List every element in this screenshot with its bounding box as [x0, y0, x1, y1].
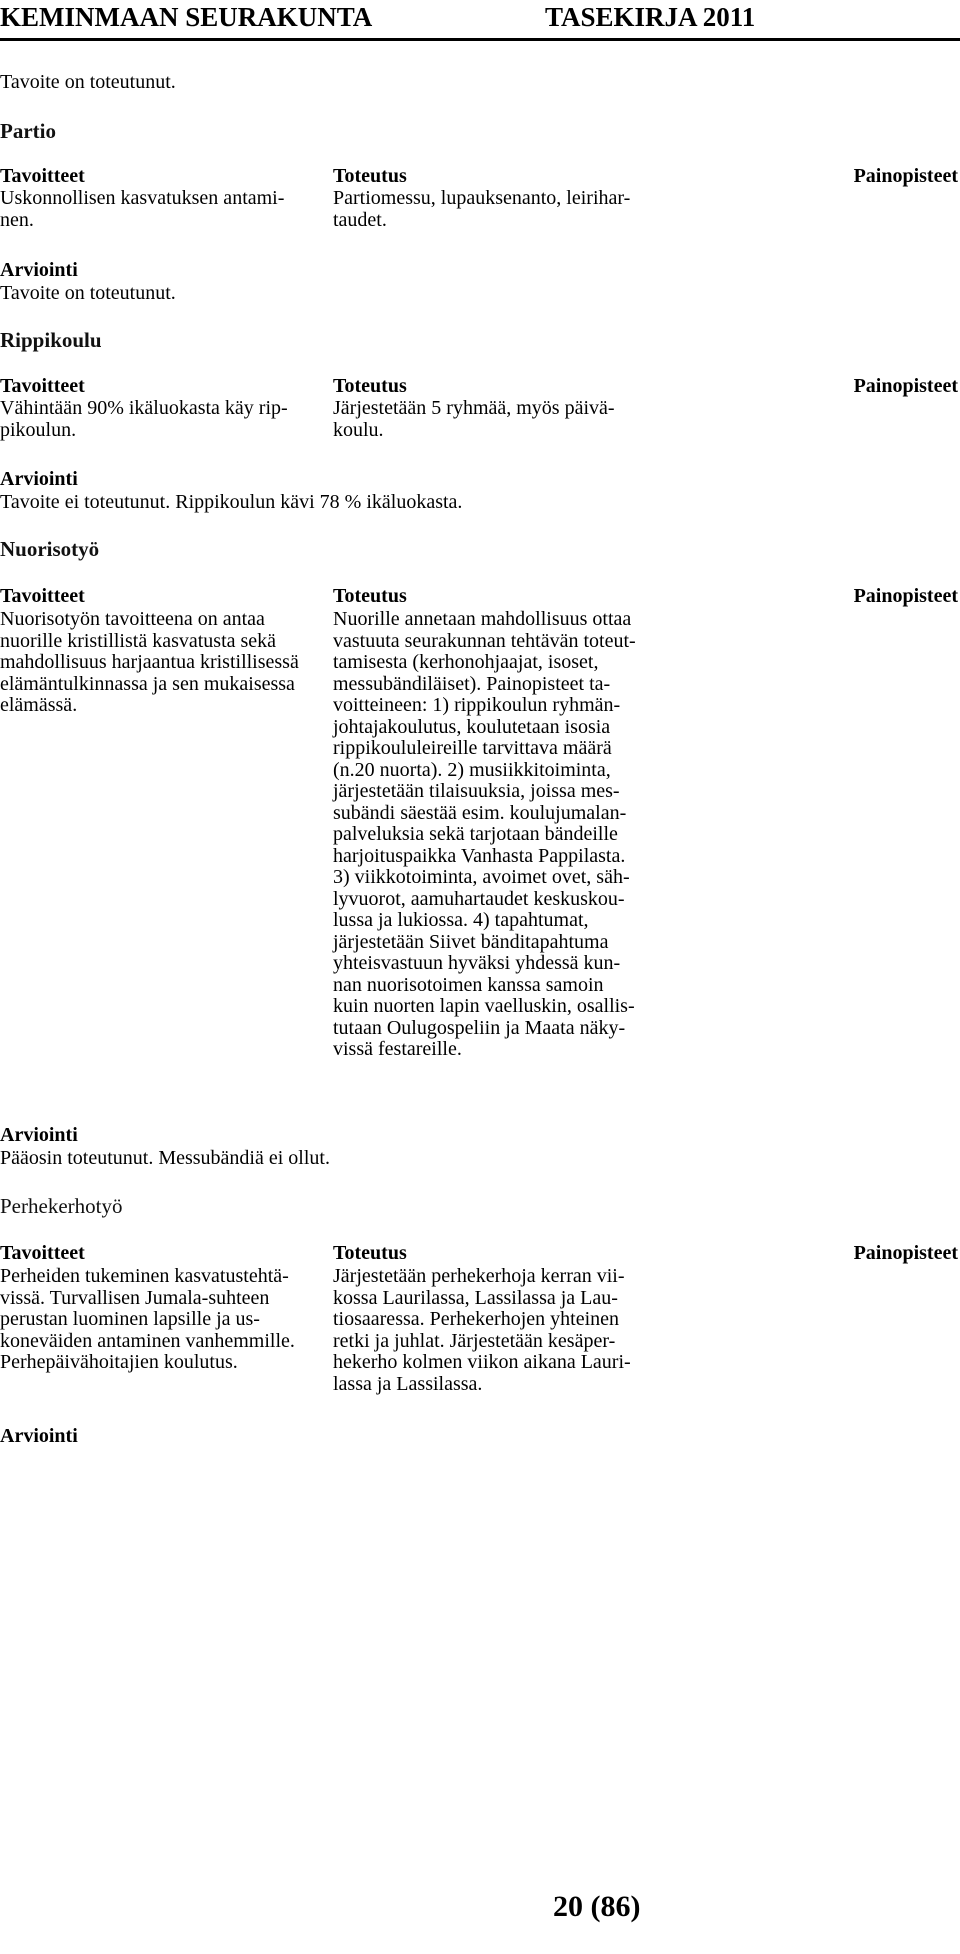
text-line: lyvuorot, aamuhartaudet keskuskou-: [333, 887, 625, 910]
section-title-rippikoulu: Rippikoulu: [0, 328, 102, 352]
partio-goals-heading: Tavoitteet: [0, 165, 85, 187]
text-line: Uskonnollisen kasvatuksen antami-: [0, 187, 285, 209]
rippikoulu-focus-heading: Painopisteet: [853, 375, 958, 397]
perhekerhotyo-goals-heading: Tavoitteet: [0, 1242, 85, 1264]
section-title-nuorisotyo: Nuorisotyö: [0, 537, 100, 561]
partio-implementation: [333, 188, 630, 231]
text-line: voitteineen: 1) rippikoulun ryhmän-: [333, 694, 621, 716]
text-line: pikoulun.: [0, 418, 77, 441]
text-line: johtajakoulutus, koulutetaan isosia: [333, 715, 611, 738]
text-line: yhteisvastuun hyväksi yhdessä kun-: [333, 952, 621, 974]
intro-evaluation: Tavoite on toteutunut.: [0, 71, 176, 93]
text-line: Vähintään 90% ikäluokasta käy rip-: [0, 397, 288, 419]
section-title-partio: Partio: [0, 119, 56, 143]
text-line: mahdollisuus harjaantua kristillisessä: [0, 651, 299, 673]
text-line: Nuorille annetaan mahdollisuus ottaa: [333, 608, 632, 630]
text-line: (n.20 nuorta). 2) musiikkitoiminta,: [333, 758, 611, 781]
partio-implementation-heading: Toteutus: [333, 165, 407, 187]
text-line: nuorille kristillistä kasvatusta sekä: [0, 629, 277, 652]
nuorisotyo-goals: [0, 609, 299, 717]
perhekerhotyo-implementation-heading: Toteutus: [333, 1242, 407, 1264]
text-line: Partiomessu, lupauksenanto, leirihar-: [333, 187, 631, 209]
text-line: nan nuorisotoimen kanssa samoin: [333, 973, 604, 996]
partio-evaluation: Tavoite on toteutunut.: [0, 282, 176, 304]
rippikoulu-evaluation-heading: Arviointi: [0, 468, 78, 490]
rippikoulu-evaluation: Tavoite ei toteutunut. Rippikoulun kävi 78 % ikäluokasta.: [0, 491, 463, 513]
text-line: Järjestetään 5 ryhmää, myös päivä-: [333, 397, 615, 419]
text-line: järjestetään tilaisuuksia, joissa mes-: [333, 780, 620, 802]
organization-name: KEMINMAAN SEURAKUNTA: [0, 2, 373, 32]
nuorisotyo-implementation: [333, 609, 636, 1061]
text-line: elämässä.: [0, 694, 78, 716]
text-line: retki ja juhlat. Järjestetään kesäper-: [333, 1329, 616, 1352]
text-line: koulu.: [333, 418, 384, 441]
text-line: subändi säestää esim. koulujumalan-: [333, 801, 627, 824]
text-line: Perhepäivähoitajien koulutus.: [0, 1351, 238, 1373]
text-line: 3) viikkotoiminta, avoimet ovet, säh-: [333, 866, 630, 888]
nuorisotyo-evaluation: Pääosin toteutunut. Messubändiä ei ollut.: [0, 1147, 330, 1169]
text-line: koneväiden antaminen vanhemmille.: [0, 1329, 295, 1352]
nuorisotyo-implementation-heading: Toteutus: [333, 585, 407, 607]
perhekerhotyo-focus-heading: Painopisteet: [853, 1242, 958, 1264]
text-line: vissä festareille.: [333, 1038, 462, 1060]
text-line: tamisesta (kerhonohjaajat, isoset,: [333, 651, 599, 673]
text-line: Nuorisotyön tavoitteena on antaa: [0, 608, 265, 630]
partio-evaluation-heading: Arviointi: [0, 259, 78, 281]
text-line: harjoituspaikka Vanhasta Pappilasta.: [333, 844, 626, 867]
nuorisotyo-evaluation-heading: Arviointi: [0, 1124, 78, 1146]
rippikoulu-goals-heading: Tavoitteet: [0, 375, 85, 397]
perhekerhotyo-evaluation-heading: Arviointi: [0, 1425, 78, 1447]
text-line: perustan luominen lapsille ja us-: [0, 1308, 260, 1330]
text-line: taudet.: [333, 208, 387, 231]
rippikoulu-implementation: [333, 398, 615, 441]
text-line: lussa ja lukiossa. 4) tapahtumat,: [333, 909, 589, 931]
perhekerhotyo-implementation: [333, 1266, 631, 1395]
nuorisotyo-goals-heading: Tavoitteet: [0, 585, 85, 607]
text-line: messubändiläiset). Painopisteet ta-: [333, 672, 611, 695]
text-line: hekerho kolmen viikon aikana Lauri-: [333, 1351, 631, 1373]
nuorisotyo-focus-heading: Painopisteet: [853, 585, 958, 607]
text-line: vastuuta seurakunnan tehtävän toteut-: [333, 629, 636, 652]
page-number: 20 (86): [553, 1890, 641, 1923]
text-line: kossa Laurilassa, Lassilassa ja Lau-: [333, 1286, 618, 1309]
perhekerhotyo-goals: [0, 1266, 295, 1374]
partio-goals: [0, 188, 284, 231]
rippikoulu-goals: [0, 398, 288, 441]
text-line: kuin nuorten lapin vaelluskin, osallis-: [333, 995, 635, 1017]
section-title-perhekerhotyo: Perhekerhotyö: [0, 1194, 123, 1218]
text-line: järjestetään Siivet bänditapahtuma: [333, 930, 609, 953]
text-line: Perheiden tukeminen kasvatustehtä-: [0, 1265, 289, 1287]
book-title: TASEKIRJA 2011: [545, 2, 756, 32]
text-line: vissä. Turvallisen Jumala-suhteen: [0, 1286, 270, 1309]
partio-focus-heading: Painopisteet: [853, 165, 958, 187]
text-line: lassa ja Lassilassa.: [333, 1372, 483, 1395]
page-header: [0, 0, 960, 41]
text-line: Järjestetään perhekerhoja kerran vii-: [333, 1265, 625, 1287]
text-line: rippikoululeireille tarvittava määrä: [333, 737, 612, 759]
rippikoulu-implementation-heading: Toteutus: [333, 375, 407, 397]
text-line: tiosaaressa. Perhekerhojen yhteinen: [333, 1308, 620, 1330]
text-line: palveluksia sekä tarjotaan bändeille: [333, 823, 618, 845]
text-line: tutaan Oulugospeliin ja Maata näky-: [333, 1016, 626, 1039]
text-line: elämäntulkinnassa ja sen mukaisessa: [0, 672, 295, 695]
text-line: nen.: [0, 208, 34, 231]
